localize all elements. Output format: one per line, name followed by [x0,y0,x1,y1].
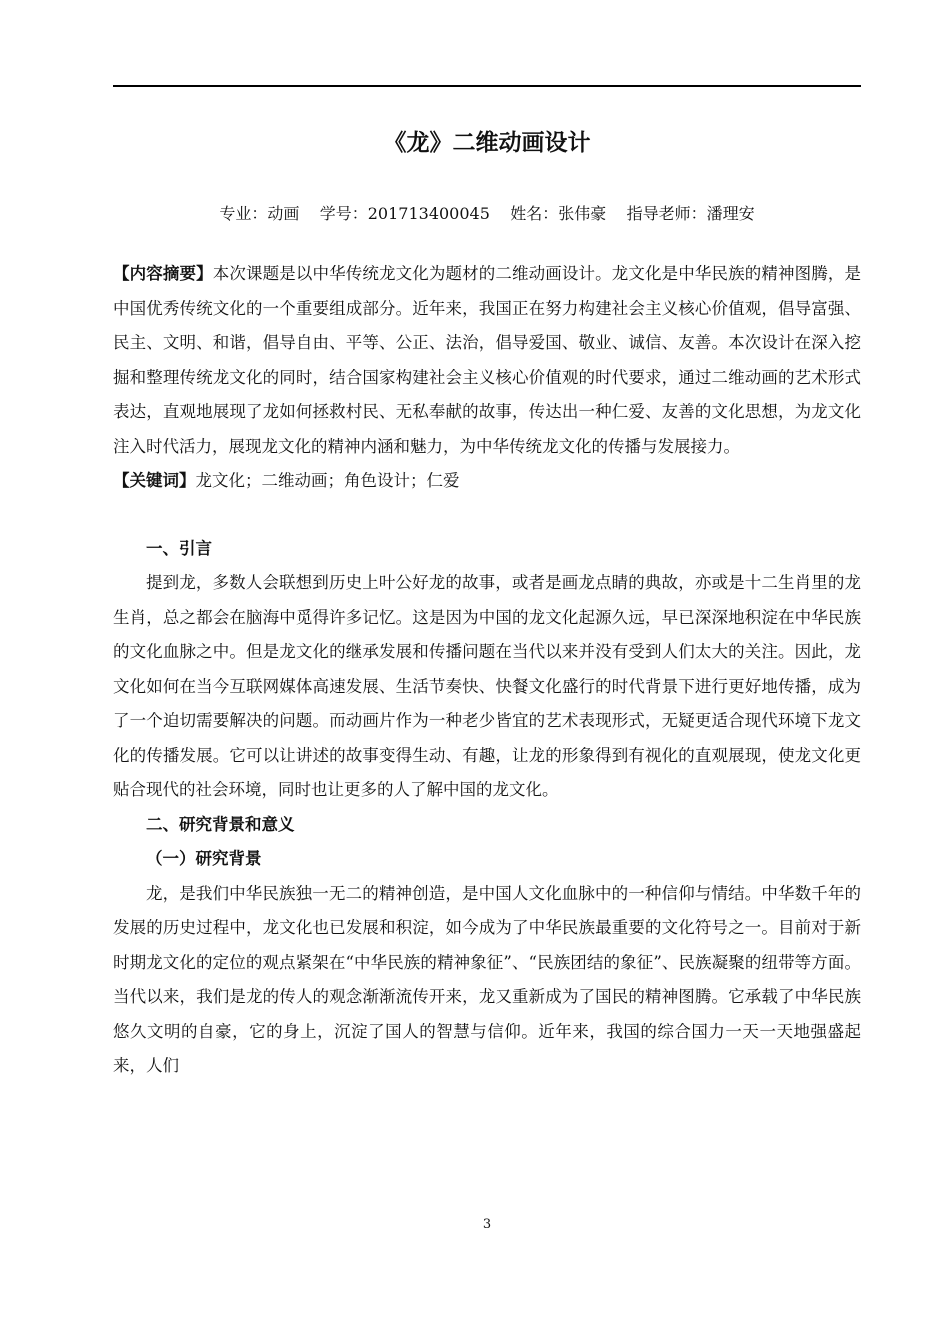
author-info: 专业：动画 学号：201713400045 姓名：张伟豪 指导老师：潘理安 [219,204,755,223]
introduction-paragraph: 提到龙，多数人会联想到历史上叶公好龙的故事，或者是画龙点睛的典故，亦或是十二生肖里的龙生肖，总之都会在脑海中觅得许多记忆。这是因为中国的龙文化起源久远，早已深深地积淀在中华民族的文化血脉之中。但是龙文化的继承发展和传播问题在当代以来并没有受到人们太大的关注。因此，龙文化如何在当今互联网媒体高速发展、生活节奏快、快餐文化盛行的时代背景下进行更好地传播，成为了一个迫切需要解决的问题。而动画片作为一种老少皆宜的艺术表现形式，无疑更适合现代环境下龙文化的传播发展。它可以让讲述的故事变得生动、有趣，让龙的形象得到有视化的直观展现，使龙文化更贴合现代的社会环境，同时也让更多的人了解中国的龙文化。 [113,573,861,799]
abstract-label: 【内容摘要】 [113,264,213,283]
keywords-label: 【关键词】 [113,471,196,490]
background-paragraph: 龙，是我们中华民族独一无二的精神创造，是中国人文化血脉中的一种信仰与情结。中华数千年的发展的历史过程中，龙文化也已发展和积淀，如今成为了中华民族最重要的文化符号之一。目前对于新时期龙文化的定位的观点紧架在“中华民族的精神象征”、“民族团结的象征”、民族凝聚的纽带等方面。当代以来，我们是龙的传人的观念渐渐流传开来，龙又重新成为了国民的精神图腾。它承载了中华民族悠久文明的自豪，它的身上，沉淀了国人的智慧与信仰。近年来，我国的综合国力一天一天地强盛起来，人们 [113,883,861,1075]
page-number: 3 [482,1217,492,1232]
section-heading-background: 二、研究背景和意义 [146,814,295,834]
header-rule [113,85,861,87]
keywords-paragraph [113,464,861,499]
subsection-heading-background: （一）研究背景 [146,849,262,868]
abstract-paragraph [113,257,861,464]
abstract-text: 本次课题是以中华传统龙文化为题材的二维动画设计。龙文化是中华民族的精神图腾，是中国优秀传统文化的一个重要组成部分。近年来，我国正在努力构建社会主义核心价值观，倡导富强、民主、文明、和谐，倡导自由、平等、公正、法治，倡导爱国、敬业、诚信、友善。本次设计在深入挖掘和整理传统龙文化的同时，结合国家构建社会主义核心价值观的时代要求，通过二维动画的艺术形式表达，直观地展现了龙如何拯救村民、无私奉献的故事，传达出一种仁爱、友善的文化思想，为龙文化注入时代活力，展现龙文化的精神内涵和魅力，为中华传统龙文化的传播与发展接力。 [113,264,861,456]
keywords-text: 龙文化；二维动画；角色设计；仁爱 [195,471,460,490]
page-title: 《龙》二维动画设计 [383,130,591,156]
section-heading-introduction: 一、引言 [146,538,212,558]
section-gap [113,499,861,532]
document-body [113,257,861,1084]
